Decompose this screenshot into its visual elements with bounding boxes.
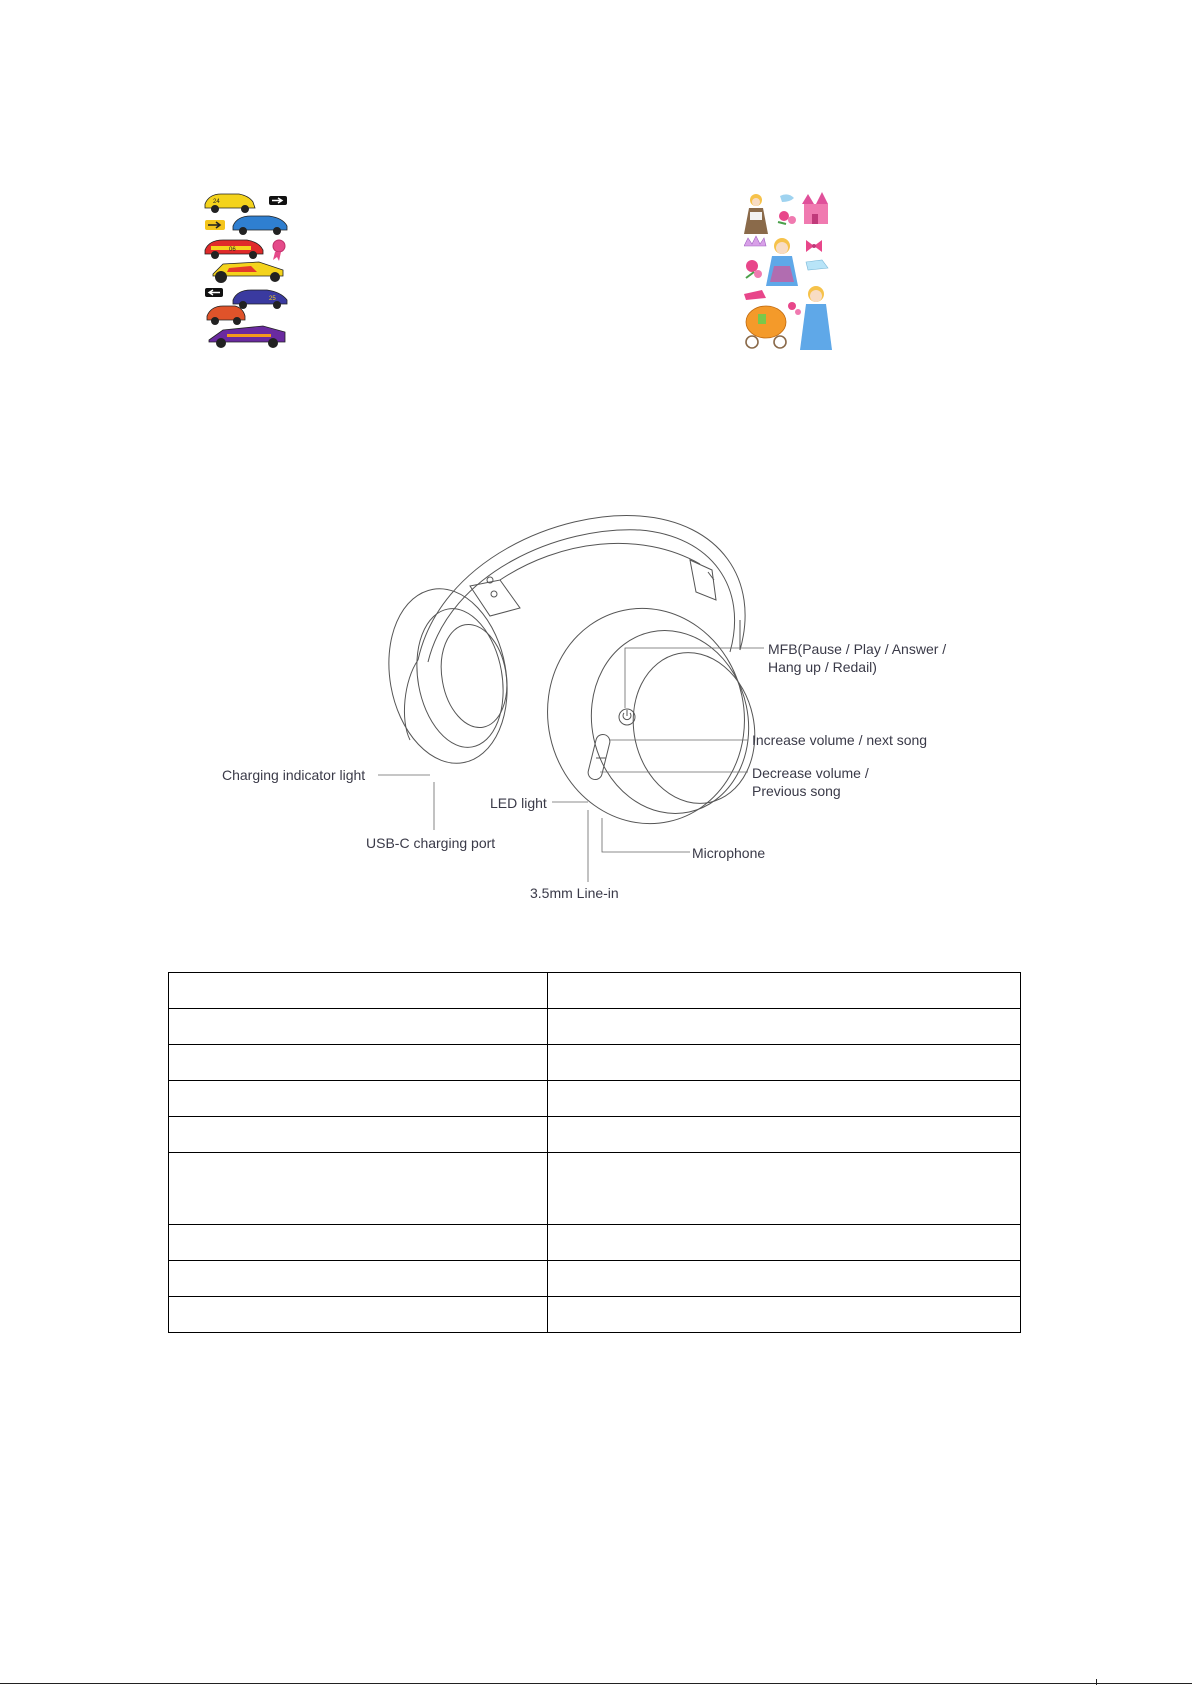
microphone-label: Microphone: [692, 845, 766, 861]
mfb-leader-line: [625, 648, 764, 708]
table-cell: [169, 1081, 548, 1117]
table-cell: [169, 1153, 548, 1225]
table-cell: [169, 973, 548, 1009]
tiara-sticker: [744, 236, 766, 246]
table-cell: [169, 1261, 548, 1297]
table-cell: [548, 1261, 1021, 1297]
princess-sticker-2: [766, 238, 798, 286]
car-sticker-1: [205, 194, 255, 213]
castle-sticker: [802, 192, 828, 224]
shoe-sticker: [806, 260, 828, 270]
table-cell: [548, 1081, 1021, 1117]
headphone-diagram: [0, 500, 1192, 920]
roses-sticker-3: [788, 302, 801, 315]
car-number-06: 06: [229, 247, 236, 253]
car-sticker-7: [209, 326, 285, 348]
arrow-right-sticker-1: [269, 196, 287, 205]
table-cell: [169, 1045, 548, 1081]
roses-sticker-2: [746, 260, 762, 278]
table-cell: [169, 1297, 548, 1333]
arrow-left-sticker: [205, 288, 223, 297]
car-sticker-3: [205, 240, 263, 259]
car-sticker-2: [233, 216, 287, 235]
spec-table: [168, 972, 1021, 1333]
charging-indicator-label: Charging indicator light: [222, 767, 366, 783]
table-row: [169, 973, 1021, 1009]
princess-sticker-3: [800, 286, 832, 350]
table-cell: [548, 1045, 1021, 1081]
table-row: [169, 1117, 1021, 1153]
table-row: [169, 1261, 1021, 1297]
princess-sticker-1: [744, 194, 768, 234]
shoe-sticker-2: [744, 290, 766, 300]
page-bottom-rule: [0, 1683, 1192, 1684]
car-sticker-sheet: [203, 190, 291, 358]
table-cell: [169, 1225, 548, 1261]
page-bottom-tick: [1096, 1679, 1097, 1685]
mfb-label: MFB(Pause / Play / Answer / Hang up / Redail): [768, 641, 947, 675]
table-cell: [548, 1225, 1021, 1261]
table-cell: [169, 1117, 548, 1153]
car-sticker-5: [233, 290, 287, 309]
table-row: [169, 1297, 1021, 1333]
table-cell: [548, 973, 1021, 1009]
pumpkin-carriage-sticker: [746, 306, 786, 348]
car-number-24: 24: [213, 199, 220, 205]
table-row: [169, 1081, 1021, 1117]
volume-down-label: Decrease volume / Previous song: [752, 765, 869, 799]
ribbon-sticker: [273, 240, 285, 261]
volume-up-label: Increase volume / next song: [752, 732, 928, 748]
bird-sticker: [780, 194, 794, 202]
car-number-25: 25: [269, 296, 276, 302]
line-in-label: 3.5mm Line-in: [530, 885, 619, 901]
roses-sticker-1: [778, 211, 796, 224]
table-row: [169, 1045, 1021, 1081]
table-row: [169, 1153, 1021, 1225]
headphone-drawing: [0, 500, 1192, 920]
table-cell: [548, 1117, 1021, 1153]
car-sticker-6: [207, 306, 245, 325]
table-cell: [169, 1009, 548, 1045]
led-light-label: LED light: [490, 795, 547, 811]
bow-sticker: [806, 240, 822, 252]
car-sticker-4: [213, 262, 283, 283]
arrow-right-sticker-2: [205, 220, 225, 230]
table-cell: [548, 1009, 1021, 1045]
usb-c-port-label: USB-C charging port: [366, 835, 496, 851]
table-row: [169, 1225, 1021, 1261]
princess-sticker-sheet: [744, 190, 832, 358]
table-cell: [548, 1297, 1021, 1333]
table-row: [169, 1009, 1021, 1045]
table-cell: [548, 1153, 1021, 1225]
